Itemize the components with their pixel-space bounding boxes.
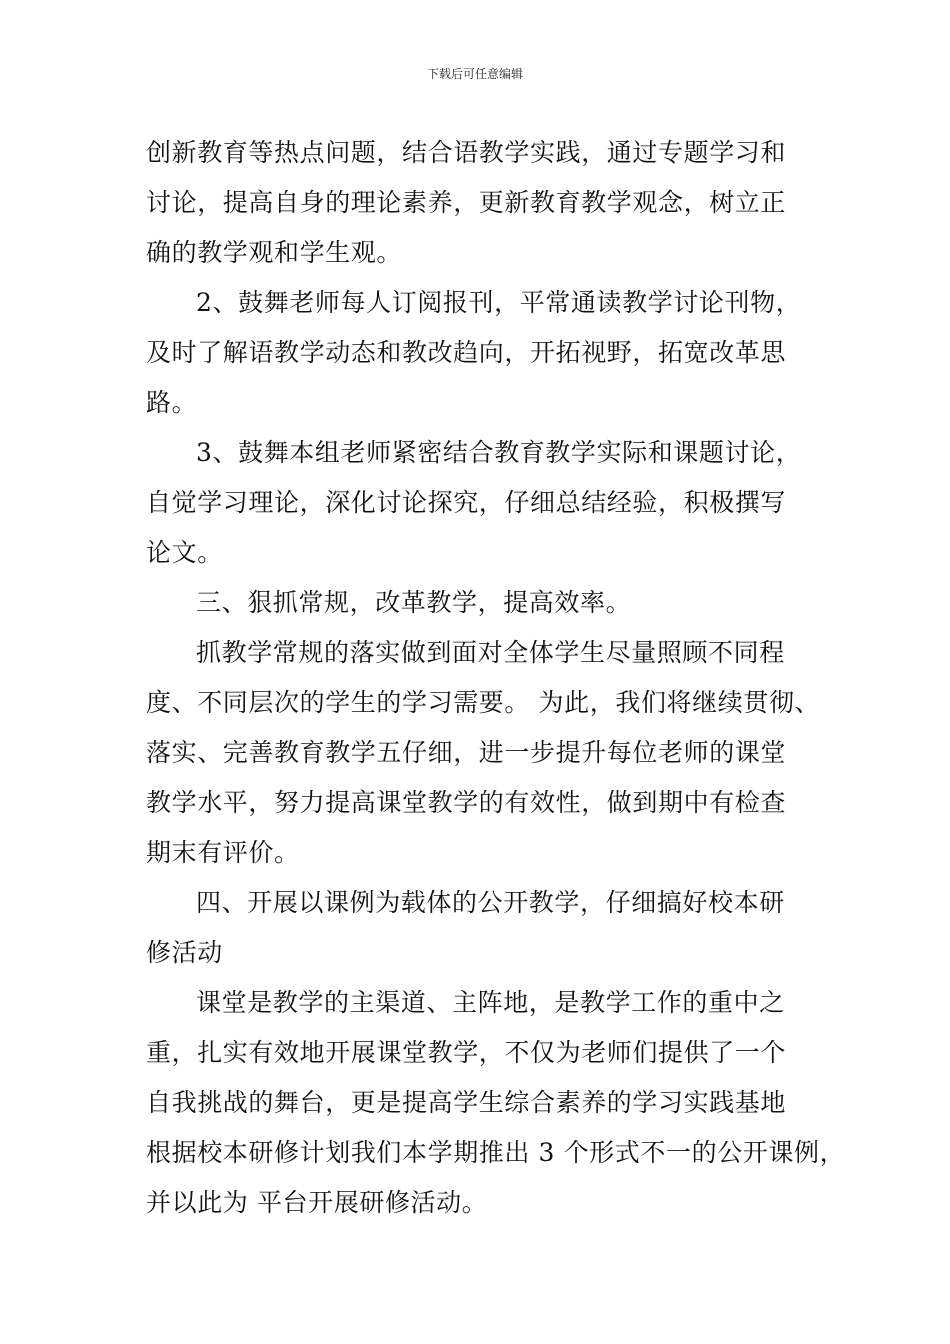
paragraph-line: 教学水平，努力提高课堂教学的有效性，做到期中有检查 (146, 788, 787, 817)
paragraph-line: 抓教学常规的落实做到面对全体学生尽量照顾不同程 (196, 638, 785, 667)
section-heading: 四、开展以课例为载体的公开教学，仔细搞好校本研 (196, 888, 785, 917)
paragraph-line: 自我挑战的舞台，更是提高学生综合素养的学习实践基地 (146, 1088, 787, 1117)
section-heading: 修活动 (146, 938, 223, 967)
paragraph-line: 自觉学习理论，深化讨论探究，仔细总结经验，积极撰写 (146, 488, 787, 517)
page-header: 下载后可任意编辑 (426, 67, 523, 81)
section-heading: 三、狠抓常规，改革教学，提高效率。 (196, 588, 632, 617)
paragraph-line: 讨论，提高自身的理论素养，更新教育教学观念，树立正 (146, 188, 787, 217)
paragraph-line: 并以此为 平台开展研修活动。 (146, 1188, 488, 1217)
paragraph-line: 课堂是教学的主渠道、主阵地，是教学工作的重中之 (196, 988, 785, 1017)
paragraph-line: 2、鼓舞老师每人订阅报刊，平常通读教学讨论刊物， (196, 288, 802, 317)
paragraph-line: 重，扎实有效地开展课堂教学，不仅为老师们提供了一个 (146, 1038, 787, 1067)
document-body (146, 128, 846, 1228)
paragraph-line: 论文。 (146, 538, 223, 567)
paragraph-line: 度、不同层次的学生的学习需要。 为此，我们将继续贯彻、 (146, 688, 821, 717)
paragraph-line: 创新教育等热点问题，结合语教学实践，通过专题学习和 (146, 138, 787, 167)
paragraph-line: 路。 (146, 388, 198, 417)
paragraph-line: 确的教学观和学生观。 (146, 238, 403, 267)
paragraph-line: 根据校本研修计划我们本学期推出 3 个形式不一的公开课例， (146, 1138, 846, 1167)
paragraph-line: 3、鼓舞本组老师紧密结合教育教学实际和课题讨论， (196, 438, 802, 467)
paragraph-line: 及时了解语教学动态和教改趋向，开拓视野，拓宽改革思 (146, 338, 787, 367)
paragraph-line: 期末有评价。 (146, 838, 300, 867)
paragraph-line: 落实、完善教育教学五仔细，进一步提升每位老师的课堂 (146, 738, 787, 767)
